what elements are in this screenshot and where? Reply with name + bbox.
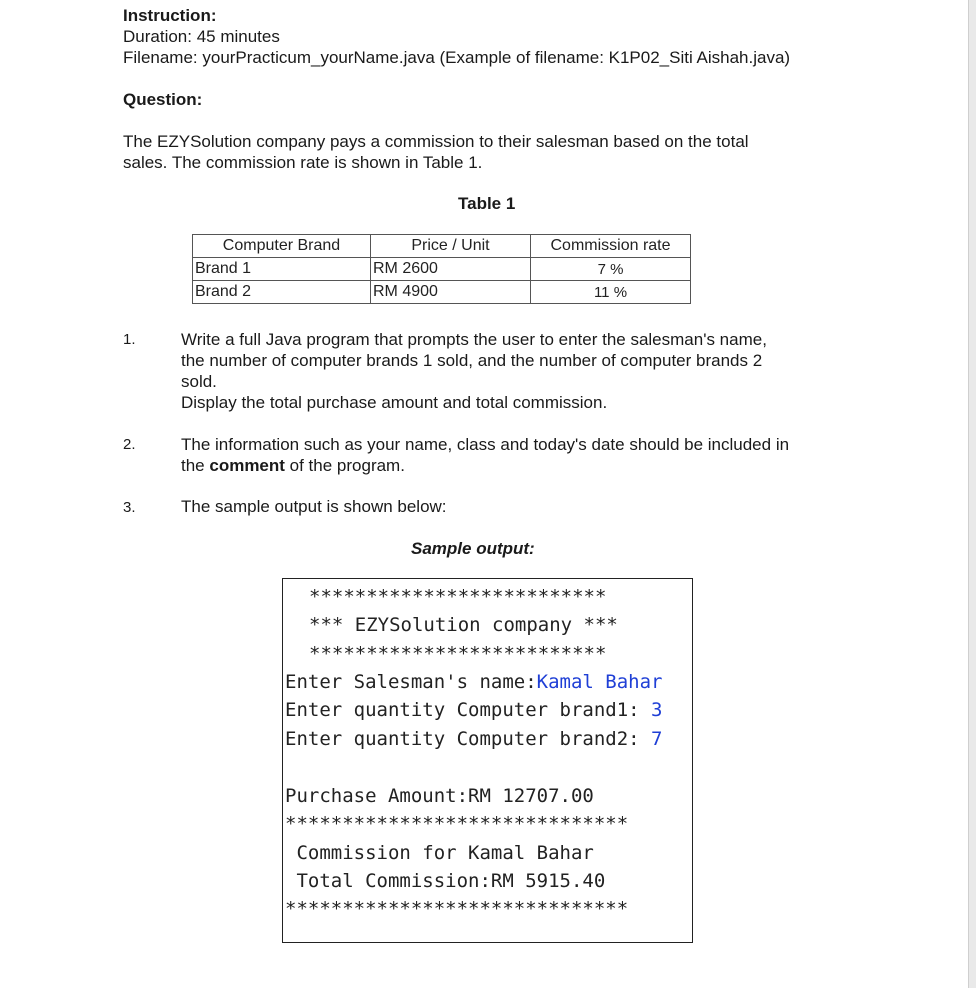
input-value-brand2: 7 [651, 728, 663, 750]
table-row [193, 281, 691, 304]
cell-brand: Brand 1 [193, 258, 371, 281]
column-header-commission: Commission rate [531, 235, 691, 258]
prompt-text: Enter quantity Computer brand1: [285, 699, 652, 721]
cell-brand: Brand 2 [193, 281, 371, 304]
item-text-line: sold. [181, 372, 217, 391]
cell-price: RM 4900 [371, 281, 531, 304]
input-value-brand1: 3 [651, 699, 663, 721]
list-number: 2. [123, 436, 136, 453]
console-stars-line: ************************** [309, 586, 607, 608]
console-stars-line: ************************** [309, 643, 607, 665]
console-stars-line: ****************************** [285, 898, 629, 920]
table-title: Table 1 [458, 194, 516, 213]
list-item [181, 329, 871, 413]
column-header-brand: Computer Brand [193, 235, 371, 258]
list-item [181, 434, 871, 476]
list-number: 3. [123, 499, 136, 516]
prompt-text: Enter Salesman's name: [285, 671, 537, 693]
item-text-line: Display the total purchase amount and total commission. [181, 393, 608, 412]
prompt-text: Enter quantity Computer brand2: [285, 728, 652, 750]
console-purchase-amount: Purchase Amount:RM 12707.00 [285, 785, 594, 807]
commission-rate-table [192, 234, 691, 304]
table-header-row [193, 235, 691, 258]
cell-commission-rate: 11 % [531, 281, 691, 304]
console-stars-line: ****************************** [285, 813, 629, 835]
item-text-prefix: the [181, 456, 210, 475]
item-text-line: The sample output is shown below: [181, 497, 447, 516]
filename-text: Filename: yourPracticum_yourName.java (Example of filename: K1P02_Siti Aishah.java) [123, 48, 791, 67]
console-prompt-brand2 [285, 727, 663, 751]
sample-output-title: Sample output: [411, 539, 535, 558]
item-text-line: The information such as your name, class and today's date should be included in [181, 435, 790, 454]
sample-output-console [282, 578, 693, 943]
cell-commission-rate: 7 % [531, 258, 691, 281]
item-text-line [181, 455, 871, 476]
comment-emphasis: comment [209, 456, 285, 475]
item-text-line: the number of computer brands 1 sold, and the number of computer brands 2 [181, 351, 763, 370]
console-prompt-name [285, 670, 663, 694]
question-label: Question: [123, 90, 203, 109]
question-intro-line1: The EZYSolution company pays a commission to their salesman based on the total [123, 132, 749, 151]
console-commission-for: Commission for Kamal Bahar [285, 842, 594, 864]
item-text-suffix: of the program. [284, 456, 405, 475]
list-number: 1. [123, 331, 136, 348]
duration-text: Duration: 45 minutes [123, 27, 280, 46]
question-intro-line2: sales. The commission rate is shown in Table 1. [123, 153, 483, 172]
cell-price: RM 2600 [371, 258, 531, 281]
instruction-label: Instruction: [123, 6, 217, 25]
console-total-commission: Total Commission:RM 5915.40 [285, 870, 606, 892]
table-row [193, 258, 691, 281]
item-text-line: Write a full Java program that prompts the user to enter the salesman's name, [181, 330, 767, 349]
column-header-price: Price / Unit [371, 235, 531, 258]
list-item [181, 496, 871, 517]
console-company-line: *** EZYSolution company *** [309, 614, 618, 636]
console-prompt-brand1 [285, 698, 663, 722]
input-value-name: Kamal Bahar [536, 671, 663, 693]
